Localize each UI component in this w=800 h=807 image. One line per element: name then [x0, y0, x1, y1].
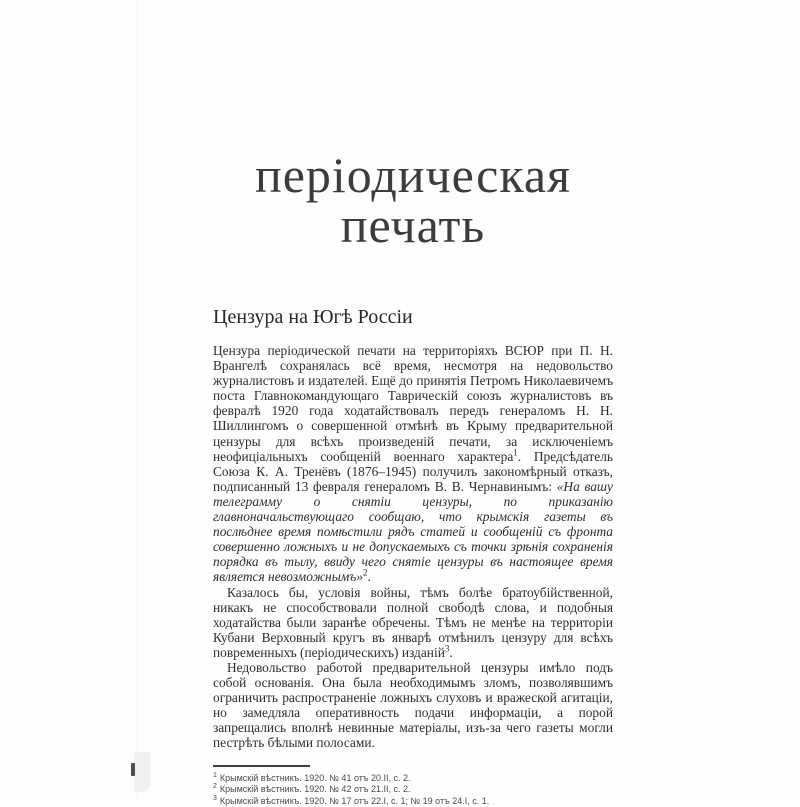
- footnote-marker: 3: [213, 794, 217, 802]
- footnote-reference: 1: [513, 447, 518, 458]
- footnote-item: [213, 784, 613, 796]
- section-heading: Цензура на Югѣ Россіи: [213, 306, 413, 328]
- footnote-reference: 3: [444, 643, 450, 654]
- text-segment: Недовольство работой предварительной цензуры имѣло подъ собой основанія. Она была необходимымъ зломъ, позволявшимъ ограничить распространеніе ложныхъ слуховъ и вражеской агитаціи, но замедляла оперативность подачи информаціи, а порой запрещались вполнѣ невинные матеріалы, изъ-за чего газеты могли пестрѣть бѣлыми полосами.: [213, 659, 613, 751]
- chapter-title-line-2: печать: [340, 197, 486, 253]
- body-paragraph: [213, 585, 613, 660]
- footnote-text: Крымскій вѣстникъ. 1920. № 42 отъ 21.II, с. 2.: [219, 784, 411, 795]
- text-segment: .: [449, 644, 453, 660]
- text-segment: Казалось бы, условія войны, тѣмъ болѣе братоубійственной, никакъ не способствовали полной свободѣ слова, и подобныя ходатайства были заранѣе обречены. Тѣмъ не менѣе на территоріи Кубани Верховный кругъ въ январѣ отмѣнилъ цензуру для всѣхъ повременныхъ (періодическихъ) изданій: [213, 584, 613, 660]
- text-segment: «На вашу телеграмму о снятіи цензуры, по приказанію главноначальствующаго сообщаю, что крымскія газеты въ послѣднее время помѣстили рядъ статей и сообщеній съ фронта совершенно ложныхъ и не допускаемыхъ съ точки зрѣнія сохраненія порядка въ тылу, ввиду чего снятіе цензуры въ настоящее время является невозможнымъ»: [213, 478, 613, 585]
- footnote-item: [213, 773, 613, 785]
- text-segment: Цензура періодической печати на территоріяхъ ВСЮР при П. Н. Врангелѣ сохранялась всё время, несмотря на недовольство журналистовъ и издателей. Ещё до принятія Петромъ Николаевичемъ поста Главнокомандующаго Таврическій союзъ журналистовъ въ февралѣ 1920 года ходатайствовалъ передъ генераломъ Н. Н. Шиллингомъ о совершенной отмѣнѣ въ Крыму предварительной цензуры для всѣхъ произведеній печати, за исключеніемъ неофиціальныхъ сообщеній военнаго характера: [213, 343, 613, 464]
- chapter-title: [213, 147, 613, 253]
- footnote-item: [213, 796, 613, 807]
- footnote-marker: 1: [213, 771, 217, 779]
- text-segment: . Предсѣдатель Союза К. А. Тренёвъ (1876–1945) получилъ закономѣрный отказъ, подписанный 13 февраля генераломъ В. В. Чернавинымъ:: [213, 448, 613, 494]
- footnote-text: Крымскій вѣстникъ. 1920. № 41 отъ 20.II, с. 2.: [219, 772, 411, 783]
- text-segment: .: [367, 569, 371, 585]
- footnotes: [213, 773, 613, 807]
- chapter-title-line-1: періодическая: [254, 147, 572, 203]
- footnote-reference: 2: [362, 567, 368, 578]
- footnote-text: Крымскій вѣстникъ. 1920. № 17 отъ 22.I, с. 1; № 19 отъ 24.I, с. 1.: [219, 795, 490, 806]
- body-paragraph: [213, 660, 613, 751]
- footnote-rule: [213, 765, 310, 767]
- page-corner-mark: [134, 752, 150, 792]
- content-column: [213, 0, 613, 807]
- body-paragraph: [213, 343, 613, 585]
- footnote-marker: 2: [213, 783, 217, 791]
- article-body: [213, 343, 613, 751]
- page-edge-line: [137, 0, 138, 800]
- page-edge-tick: [131, 763, 135, 776]
